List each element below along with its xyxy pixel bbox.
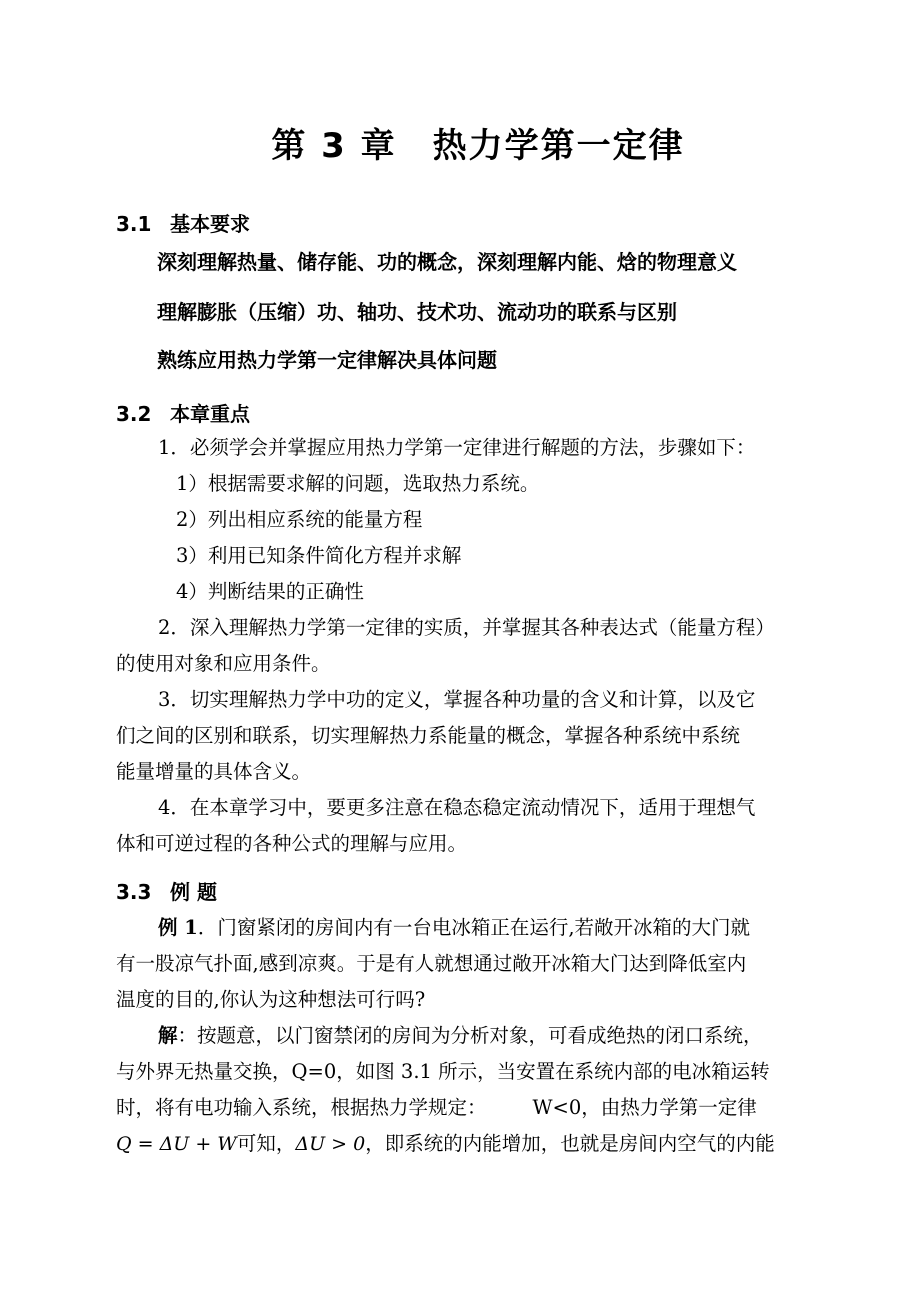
example-1-line [158,912,750,940]
step-item: 3）利用已知条件简化方程并求解 [176,544,462,567]
solution-text: ，即系统的内能增加，也就是房间内空气的内能 [365,1132,775,1155]
chapter-title: 第 3 章 热力学第一定律 [271,126,685,166]
requirement-item: 深刻理解热量、储存能、功的概念，深刻理解内能、焓的物理意义 [157,250,737,274]
solution-line [116,1092,757,1120]
solution-text: 可知， [236,1132,296,1155]
solution-text: 时，将有电功输入系统，根据热力学规定： [116,1096,487,1119]
key-point-3-line: 能量增量的具体含义。 [116,760,312,783]
section-title: 本章重点 [170,402,250,426]
equation-delta-u: ΔU > 0 [295,1133,366,1155]
step-item: 2）列出相应系统的能量方程 [176,508,423,531]
key-point-1: 1．必须学会并掌握应用热力学第一定律进行解题的方法，步骤如下： [158,436,756,459]
solution-label: 解 [158,1024,178,1047]
step-item: 4）判断结果的正确性 [176,580,364,603]
step-item: 1）根据需要求解的问题，选取热力系统。 [176,472,540,495]
requirement-item: 理解膨胀（压缩）功、轴功、技术功、流动功的联系与区别 [157,300,677,324]
requirement-item: 熟练应用热力学第一定律解决具体问题 [157,348,497,372]
solution-line [158,1020,763,1048]
solution-line: 与外界无热量交换，Q=0，如图 3.1 所示，当安置在系统内部的电冰箱运转 [116,1060,770,1083]
key-point-3-line: 3．切实理解热力学中功的定义，掌握各种功量的含义和计算，以及它 [158,688,756,711]
key-point-4-line: 体和可逆过程的各种公式的理解与应用。 [116,832,468,855]
key-point-2-line: 2．深入理解热力学第一定律的实质，并掌握其各种表达式（能量方程） [158,616,775,639]
section-title: 例 题 [170,880,217,904]
solution-text: ：按题意，以门窗禁闭的房间为分析对象，可看成绝热的闭口系统， [177,1024,763,1047]
example-text: ．门窗紧闭的房间内有一台电冰箱正在运行,若敞开冰箱的大门就 [197,916,751,939]
section-3-1-heading [116,208,250,237]
solution-line [116,1128,775,1156]
section-3-3-heading [116,876,217,905]
section-title: 基本要求 [170,212,250,236]
section-number: 3.3 [116,880,152,904]
equation-first-law: Q = ΔU + W [116,1133,237,1155]
section-number: 3.2 [116,402,152,426]
key-point-2-line: 的使用对象和应用条件。 [116,652,331,675]
solution-text: W<0，由热力学第一定律 [532,1096,757,1119]
key-point-4-line: 4．在本章学习中，要更多注意在稳态稳定流动情况下，适用于理想气 [158,796,756,819]
section-number: 3.1 [116,212,152,236]
example-label: 例 1 [158,916,198,939]
key-point-3-line: 们之间的区别和联系，切实理解热力系能量的概念，掌握各种系统中系统 [116,724,741,747]
example-1-line: 温度的目的,你认为这种想法可行吗? [116,988,426,1011]
section-3-2-heading [116,398,250,427]
example-1-line: 有一股凉气扑面,感到凉爽。于是有人就想通过敞开冰箱大门达到降低室内 [116,952,747,975]
